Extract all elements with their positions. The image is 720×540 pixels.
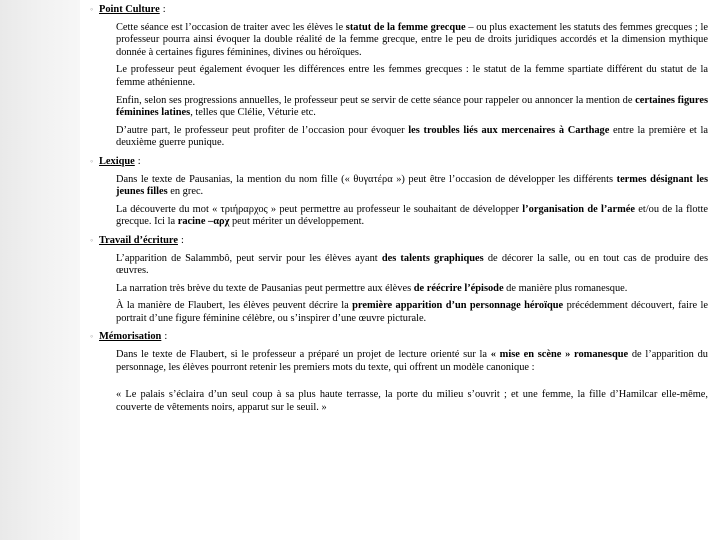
text-run: Dans le texte de Pausanias, la mention du nom fille (« θυγατέρα ») peut être l’occasion de développer les différents	[116, 173, 617, 185]
bold-run: l’organisation de l’armée	[522, 203, 635, 215]
spacer	[84, 379, 708, 389]
section-title: Mémorisation	[99, 331, 162, 343]
quote-text	[116, 389, 708, 414]
bold-run: termes désignant les jeunes filles	[116, 173, 708, 198]
section-colon: :	[162, 4, 166, 15]
paragraph	[106, 283, 708, 296]
text-run: La découverte du mot « τριήραρχος » peut permettre au professeur le souhaitant de développer	[116, 203, 523, 215]
text-run: – ou plus exactement les statuts des femmes grecques ; le professeur pourra ainsi évoquer la double réalité de la femme grecque, entre le peu de droits juridiques accordés et la dimension mythique donnée à certaines figures féminines, divines ou héroïques.	[116, 21, 708, 58]
heading-bullet-icon: ◦	[90, 234, 94, 245]
bold-run: « mise en scène » romanesque	[490, 349, 629, 361]
bold-run: certaines figures féminines latines	[116, 94, 708, 119]
section-heading	[90, 330, 708, 344]
section-lexique	[84, 155, 708, 229]
sub-bullet-icon	[106, 389, 116, 414]
bold-run: statut de la femme grecque	[345, 21, 466, 33]
document-body	[84, 3, 708, 419]
paragraph-text	[116, 95, 708, 120]
sub-bullet-icon	[106, 349, 116, 374]
paragraph-text	[116, 174, 708, 199]
section-heading	[90, 155, 708, 169]
sub-bullet-icon	[106, 253, 116, 278]
section-title: Lexique	[99, 155, 135, 167]
text-run: D’autre part, le professeur peut profiter de l’occasion pour évoquer	[116, 124, 409, 136]
text-run: « Le palais s’éclaira d’un seul coup à sa plus haute terrasse, la porte du milieu s’ouvrit ; et une femme, la fille d’Hamilcar elle-même, couverte de vêtements noirs, apparut sur le seuil. »	[116, 389, 708, 413]
heading-bullet-icon: ◦	[90, 4, 94, 14]
paragraph	[106, 204, 708, 229]
sub-bullet-icon	[106, 174, 116, 199]
paragraph	[106, 253, 708, 278]
paragraph	[106, 174, 708, 199]
section-point-culture	[84, 3, 708, 150]
section-title: Point Culture	[99, 4, 160, 15]
text-run: en grec.	[167, 186, 204, 198]
section-heading	[90, 3, 708, 17]
sub-bullet-icon	[106, 300, 116, 325]
left-gradient-band	[0, 0, 80, 540]
text-run: Cette séance est l’occasion de traiter avec les élèves le	[116, 21, 346, 33]
paragraph	[106, 125, 708, 150]
text-run: entre la première et la deuxième guerre punique.	[116, 124, 709, 149]
sub-bullet-icon	[106, 95, 116, 120]
paragraph	[106, 95, 708, 120]
bold-run: racine –αρχ	[177, 216, 230, 228]
heading-bullet-icon: ◦	[90, 331, 94, 342]
sub-bullet-icon	[106, 125, 116, 150]
text-run: précédemment découvert, faire le portrait d’une figure féminine célèbre, ou s’inspirer d’une œuvre picturale.	[116, 300, 708, 324]
text-run: de décorer la salle, ou en tout cas de produire des œuvres.	[116, 252, 709, 277]
text-run: Enfin, selon ses progressions annuelles, le professeur peut se servir de cette séance pour rappeler ou annoncer la mention de	[116, 94, 636, 106]
section-heading	[90, 234, 708, 248]
paragraph	[106, 349, 708, 374]
section-colon: :	[137, 155, 141, 167]
text-run: et/ou de la flotte grecque. Ici la	[116, 203, 709, 228]
text-run: La narration très brève du texte de Pausanias peut permettre aux élèves	[116, 282, 414, 294]
sub-bullet-icon	[106, 283, 116, 296]
text-run: , telles que Clélie, Véturie etc.	[190, 107, 316, 119]
text-run: À la manière de Flaubert, les élèves peuvent décrire la	[116, 300, 353, 312]
quote-paragraph	[106, 389, 708, 414]
paragraph	[106, 64, 708, 89]
bold-run: première apparition d’un personnage héroïque	[352, 300, 564, 312]
section-colon: :	[164, 331, 168, 343]
paragraph-text	[116, 125, 708, 150]
section-travail-ecriture	[84, 234, 708, 326]
paragraph-text	[116, 349, 708, 374]
sub-bullet-icon	[106, 204, 116, 229]
bold-run: des talents graphiques	[381, 252, 484, 264]
section-memorisation	[84, 330, 708, 414]
section-title: Travail d’écriture	[99, 234, 178, 246]
heading-bullet-icon: ◦	[90, 155, 94, 166]
paragraph-text	[116, 253, 708, 278]
bold-run: les troubles liés aux mercenaires à Carthage	[408, 124, 610, 136]
sub-bullet-icon	[106, 22, 116, 60]
section-colon: :	[180, 234, 184, 246]
sub-bullet-icon	[106, 64, 116, 89]
paragraph-text	[116, 300, 708, 325]
text-run: L’apparition de Salammbô, peut servir pour les élèves ayant	[116, 252, 382, 264]
paragraph-text	[116, 64, 708, 89]
text-run: peut mériter un développement.	[229, 216, 365, 228]
paragraph-text	[116, 22, 708, 60]
paragraph-text	[116, 283, 708, 296]
paragraph-text	[116, 204, 708, 229]
text-run: de l’apparition du personnage, les élèves pourront retenir les premiers mots du texte, qui offrent un modèle canonique :	[116, 349, 708, 373]
paragraph	[106, 300, 708, 325]
text-run: Le professeur peut également évoquer les différences entre les femmes grecques : le statut de la femme spartiate différent du statut de la femme athénienne.	[116, 64, 708, 88]
text-run: Dans le texte de Flaubert, si le professeur a préparé un projet de lecture orienté sur la	[116, 349, 491, 361]
bold-run: de réécrire l’épisode	[413, 282, 504, 294]
paragraph	[106, 22, 708, 60]
text-run: de manière plus romanesque.	[503, 282, 628, 294]
